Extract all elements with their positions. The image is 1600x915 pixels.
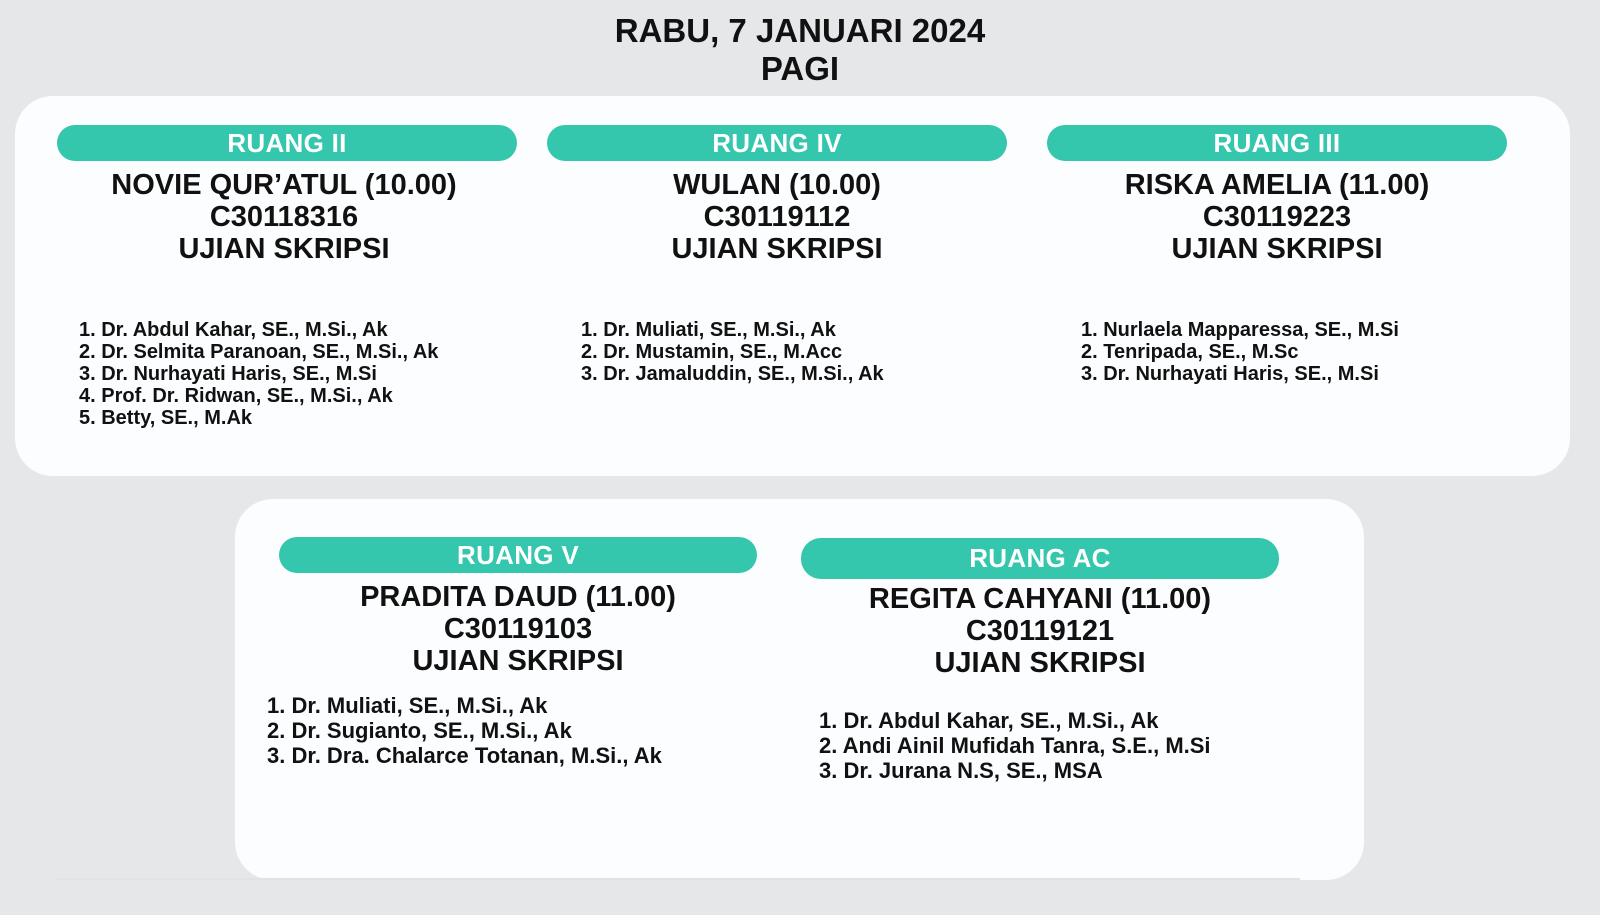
exam-type: UJIAN SKRIPSI — [1171, 233, 1383, 265]
exam-date: RABU, 7 JANUARI 2024 — [614, 12, 986, 49]
examiner-item: 3. Dr. Nurhayati Haris, SE., M.Si — [1081, 363, 1379, 385]
student-info — [279, 581, 757, 677]
examiner-item: 4. Prof. Dr. Ridwan, SE., M.Si., Ak — [79, 385, 393, 407]
exam-type: UJIAN SKRIPSI — [178, 233, 390, 265]
student-nim: C30119223 — [1202, 201, 1352, 233]
student-nim: C30118316 — [209, 201, 359, 233]
student-name: PRADITA DAUD (11.00) — [360, 581, 676, 613]
room-card — [267, 537, 757, 857]
schedule-panel-bottom — [235, 499, 1364, 880]
examiner-item: 3. Dr. Dra. Chalarce Totanan, M.Si., Ak — [267, 743, 662, 768]
examiner-list — [581, 319, 884, 385]
room-label: RUANG AC — [801, 538, 1279, 579]
examiner-item: 1. Dr. Muliati, SE., M.Si., Ak — [267, 693, 548, 718]
examiner-item: 1. Dr. Muliati, SE., M.Si., Ak — [581, 319, 836, 341]
examiner-list — [1081, 319, 1399, 385]
exam-session: PAGI — [760, 50, 840, 87]
examiner-item: 2. Tenripada, SE., M.Sc — [1081, 341, 1299, 363]
exam-type: UJIAN SKRIPSI — [934, 647, 1146, 679]
examiner-item: 5. Betty, SE., M.Ak — [79, 407, 253, 429]
room-label: RUANG V — [279, 537, 757, 573]
examiner-item: 2. Andi Ainil Mufidah Tanra, S.E., M.Si — [819, 733, 1211, 758]
examiner-item: 2. Dr. Mustamin, SE., M.Acc — [581, 341, 843, 363]
page-header — [0, 12, 1600, 88]
room-label: RUANG II — [57, 125, 517, 161]
examiner-item: 1. Dr. Abdul Kahar, SE., M.Si., Ak — [79, 319, 388, 341]
student-nim: C30119121 — [965, 615, 1115, 647]
examiner-item: 3. Dr. Nurhayati Haris, SE., M.Si — [79, 363, 377, 385]
examiner-item: 2. Dr. Selmita Paranoan, SE., M.Si., Ak — [79, 341, 439, 363]
student-info — [51, 169, 517, 265]
examiner-item: 2. Dr. Sugianto, SE., M.Si., Ak — [267, 718, 572, 743]
student-info — [547, 169, 1007, 265]
student-name: NOVIE QUR’ATUL (10.00) — [111, 169, 457, 201]
room-label: RUANG III — [1047, 125, 1507, 161]
student-name: REGITA CAHYANI (11.00) — [868, 583, 1212, 615]
student-nim: C30119103 — [443, 613, 593, 645]
examiner-list — [267, 693, 662, 768]
student-info — [801, 583, 1279, 679]
student-name: RISKA AMELIA (11.00) — [1124, 169, 1430, 201]
examiner-item: 1. Nurlaela Mapparessa, SE., M.Si — [1081, 319, 1399, 341]
student-info — [1047, 169, 1507, 265]
examiner-list — [79, 319, 438, 429]
examiner-item: 3. Dr. Jamaluddin, SE., M.Si., Ak — [581, 363, 884, 385]
room-label: RUANG IV — [547, 125, 1007, 161]
exam-type: UJIAN SKRIPSI — [412, 645, 624, 677]
room-card — [1047, 125, 1507, 445]
room-card — [547, 125, 1007, 445]
exam-type: UJIAN SKRIPSI — [671, 233, 883, 265]
schedule-panel-top — [15, 96, 1570, 476]
room-card — [57, 125, 517, 445]
room-card — [801, 538, 1279, 858]
examiner-item: 3. Dr. Jurana N.S, SE., MSA — [819, 758, 1103, 783]
examiner-item: 1. Dr. Abdul Kahar, SE., M.Si., Ak — [819, 708, 1159, 733]
examiner-list — [819, 708, 1211, 783]
divider-line — [55, 878, 1300, 880]
student-nim: C30119112 — [703, 201, 851, 233]
student-name: WULAN (10.00) — [673, 169, 881, 201]
